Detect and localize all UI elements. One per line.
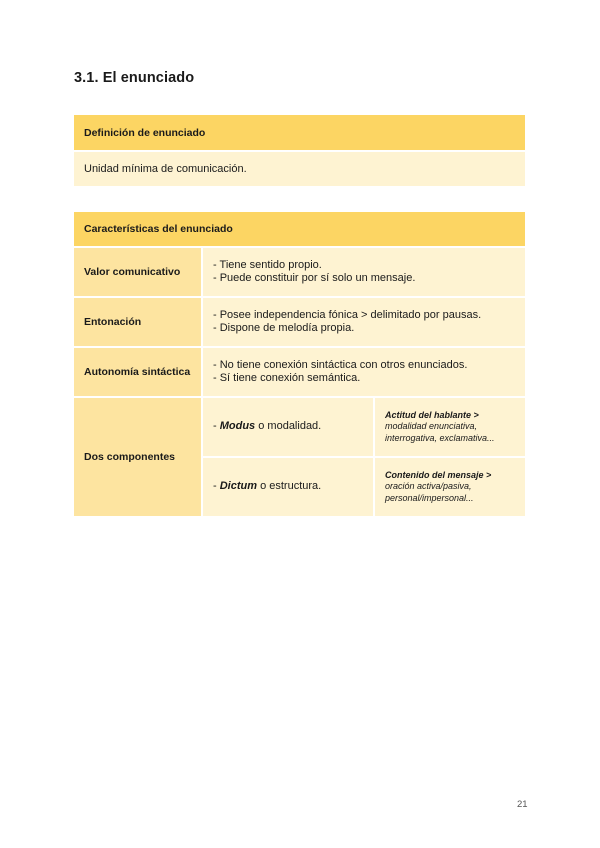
definition-table: [74, 115, 525, 186]
row-line: - Dispone de melodía propia.: [213, 322, 355, 334]
component-rest: o modalidad.: [255, 420, 322, 433]
row-label-autonomia-sintactica: Autonomía sintáctica: [74, 348, 201, 396]
note-title: Contenido del mensaje >: [385, 469, 492, 480]
row-label-entonacion: Entonación: [74, 298, 201, 346]
component-prefix: -: [213, 420, 220, 433]
characteristics-grid: [74, 248, 525, 516]
definition-body: Unidad mínima de comunicación.: [74, 152, 525, 186]
component-dictum-note: [375, 458, 525, 516]
note-body: oración activa/pasiva, personal/impersonal...: [385, 481, 474, 503]
component-modus: [203, 398, 373, 456]
component-term: Modus: [219, 420, 256, 433]
row-line: - No tiene conexión sintáctica con otros enunciados.: [213, 358, 468, 371]
characteristics-header: Características del enunciado: [74, 212, 525, 246]
component-text: [213, 480, 363, 494]
row-label-valor-comunicativo: Valor comunicativo: [74, 248, 201, 296]
section-title: 3.1. El enunciado: [74, 70, 195, 86]
row-line: - Posee independencia fónica > delimitado por pausas.: [213, 308, 482, 321]
row-content-autonomia-sintactica: [203, 348, 525, 396]
characteristics-table: [74, 212, 525, 516]
component-modus-note: [375, 398, 525, 456]
component-rest: o estructura.: [257, 480, 322, 493]
note-body: modalidad enunciativa, interrogativa, exclamativa...: [385, 421, 495, 443]
component-prefix: -: [213, 480, 220, 493]
component-text: [213, 420, 363, 434]
row-line: - Tiene sentido propio.: [213, 258, 322, 271]
component-term: Dictum: [219, 480, 258, 493]
row-line: - Puede constituir por sí solo un mensaje.: [213, 272, 416, 284]
row-label-dos-componentes: Dos componentes: [74, 398, 201, 516]
row-content-entonacion: [203, 298, 525, 346]
definition-header: Definición de enunciado: [74, 115, 525, 150]
page-number: 21: [517, 799, 528, 810]
row-content-valor-comunicativo: [203, 248, 525, 296]
row-line: - Sí tiene conexión semántica.: [213, 372, 361, 384]
component-dictum: [203, 458, 373, 516]
note-title: Actitud del hablante >: [385, 409, 479, 420]
